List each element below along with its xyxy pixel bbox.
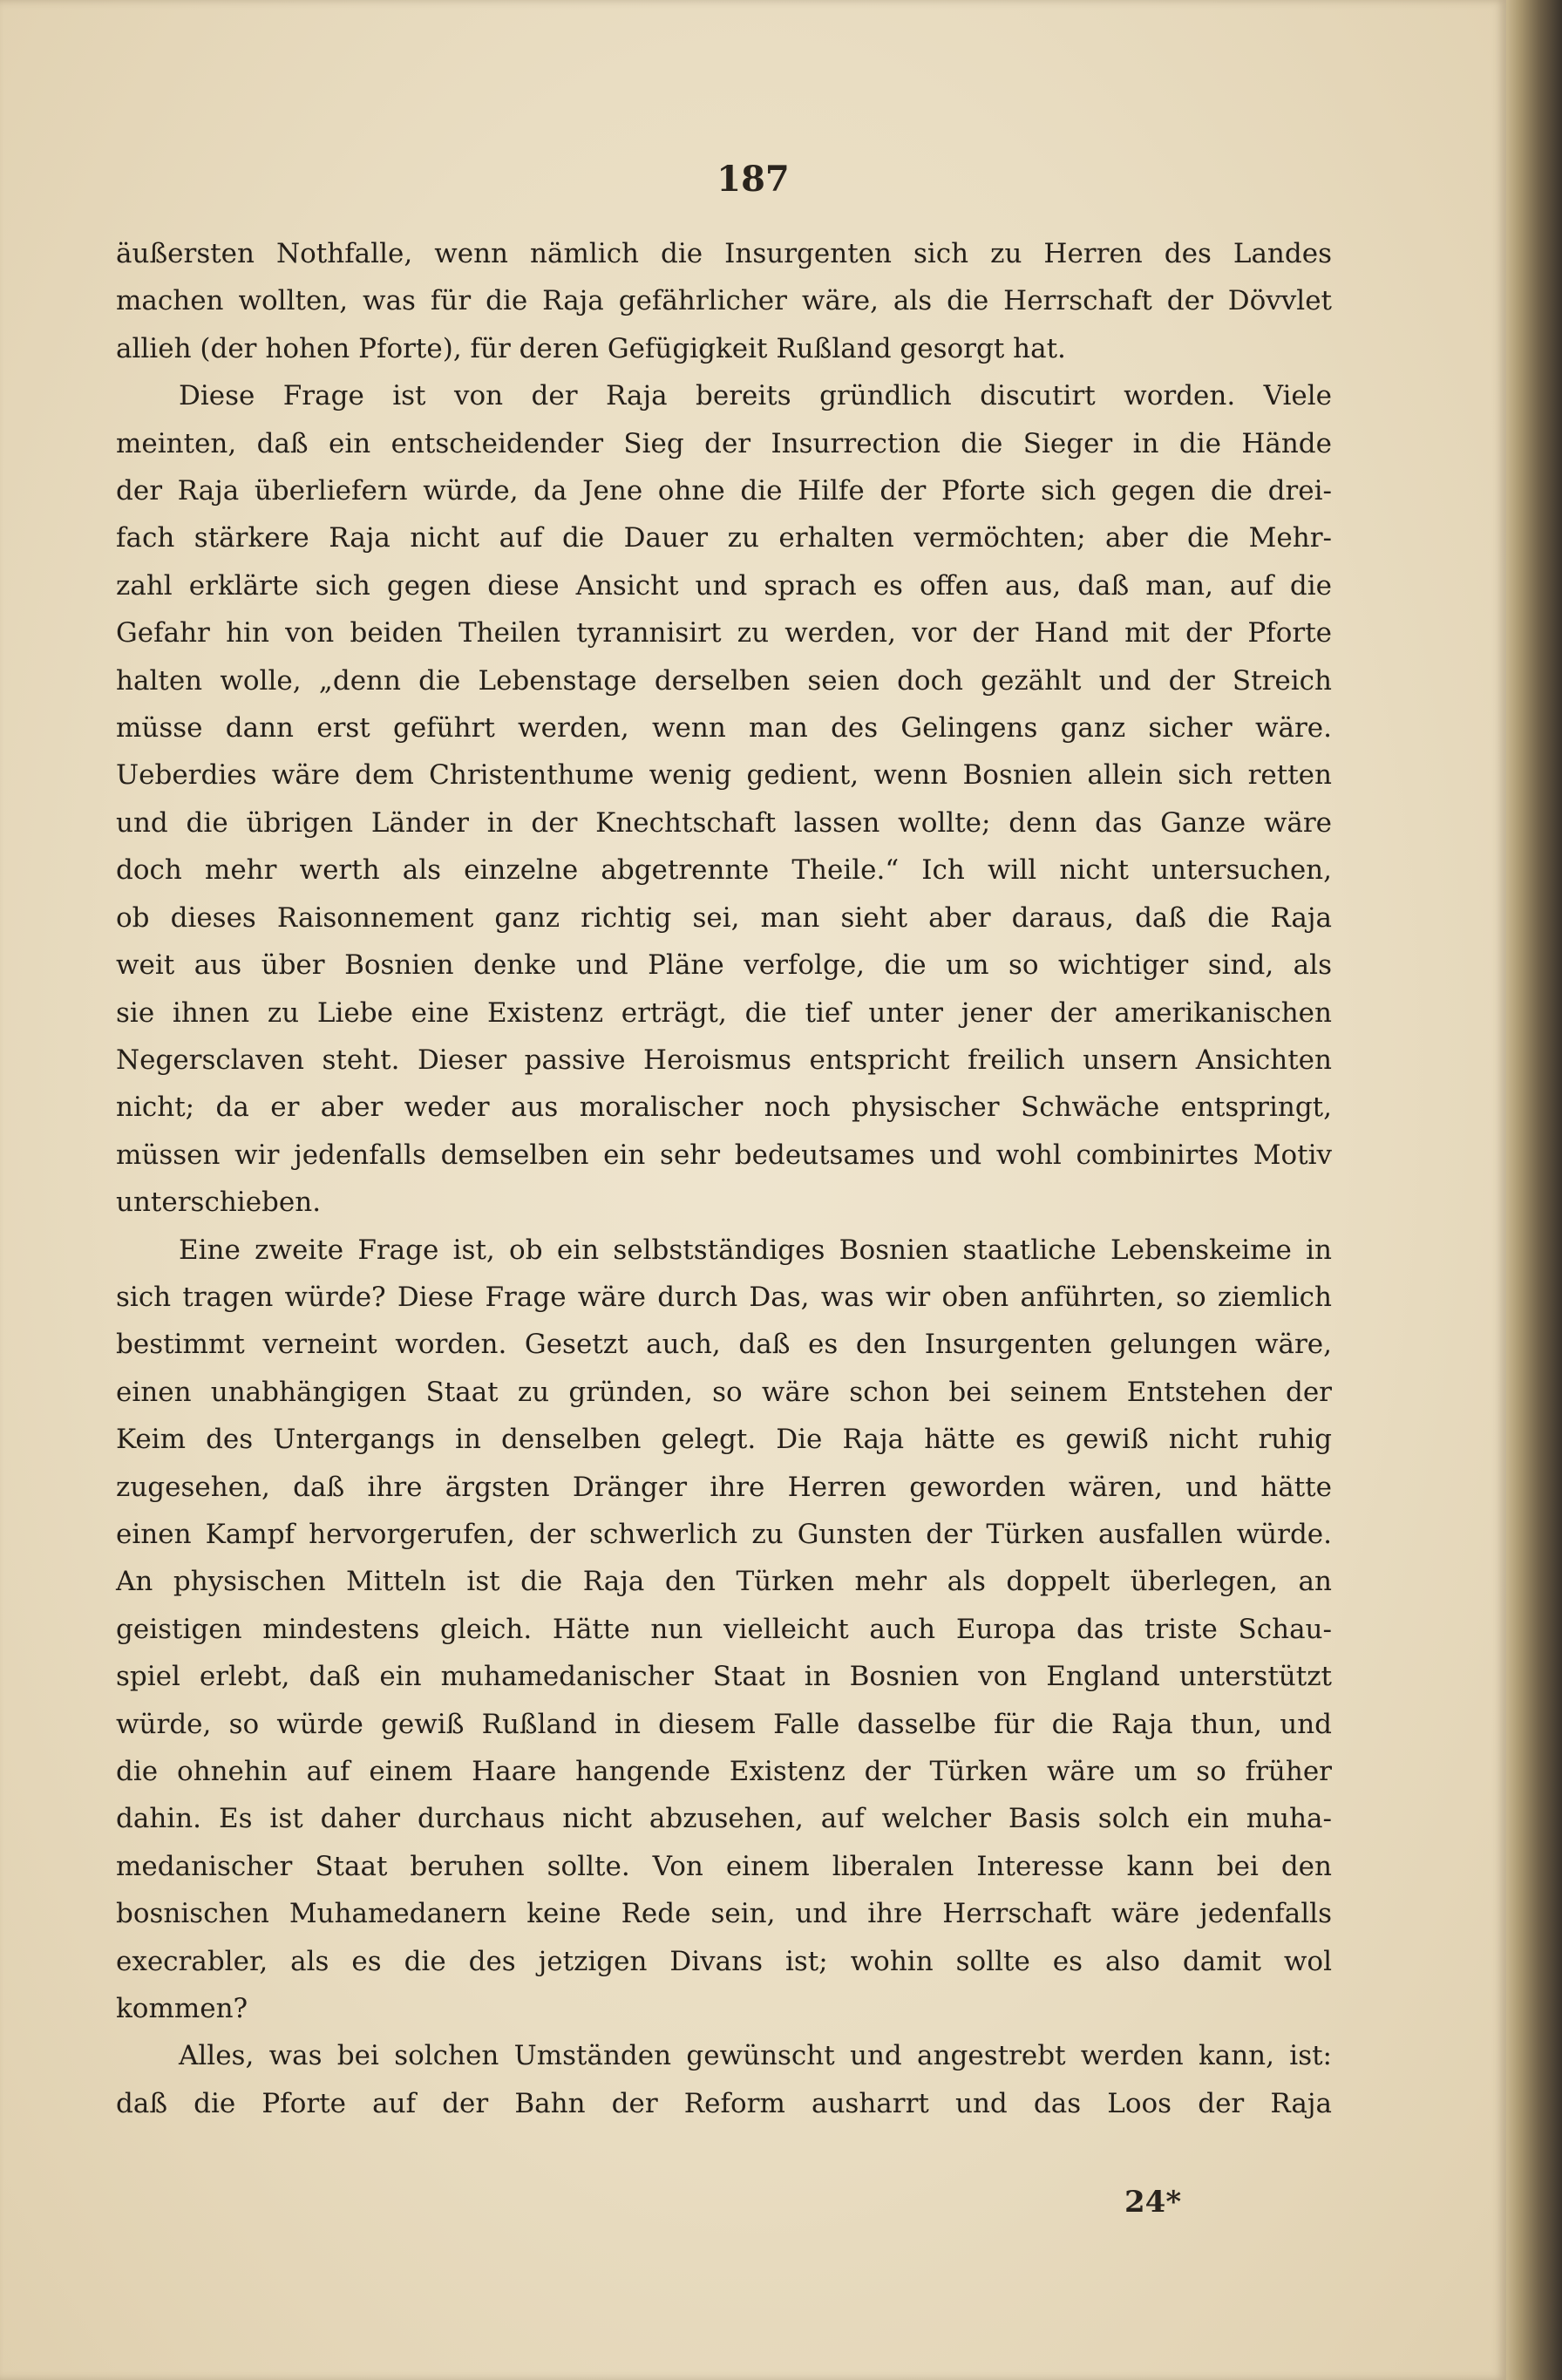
text-line: bestimmt verneint worden. Gesetzt auch, daß es den Insurgenten gelungen wäre, <box>116 1329 1332 1361</box>
text-line: würde, so würde gewiß Rußland in diesem Falle dasselbe für die Raja thun, und <box>116 1708 1332 1740</box>
text-line: zugesehen, daß ihre ärgsten Dränger ihre Herren geworden wären, und hätte <box>116 1471 1332 1503</box>
text-line: Gefahr hin von beiden Theilen tyrannisirt zu werden, vor der Hand mit der Pforte <box>116 617 1332 649</box>
text-line: unterschieben. <box>116 1187 322 1219</box>
text-line: allieh (der hohen Pforte), für deren Gefügigkeit Rußland gesorgt hat. <box>116 332 1066 364</box>
text-line: sich tragen würde? Diese Frage wäre durch Das, was wir oben anführten, so ziemlich <box>116 1281 1332 1313</box>
text-line: kommen? <box>116 1993 248 2025</box>
text-line: daß die Pforte auf der Bahn der Reform ausharrt und das Loos der Raja <box>116 2087 1332 2119</box>
text-line: An physischen Mitteln ist die Raja den Türken mehr als doppelt überlegen, an <box>116 1566 1332 1598</box>
text-line: fach stärkere Raja nicht auf die Dauer zu erhalten vermöchten; aber die Mehr- <box>116 522 1332 554</box>
text-line: execrabler, als es die des jetzigen Divans ist; wohin sollte es also damit wol <box>116 1945 1332 1977</box>
text-line: sie ihnen zu Liebe eine Existenz erträgt, die tief unter jener der amerikanischen <box>116 996 1332 1029</box>
page-number: 187 <box>716 159 790 200</box>
text-line: der Raja überliefern würde, da Jene ohne die Hilfe der Pforte sich gegen die drei- <box>116 475 1332 507</box>
text-line: nicht; da er aber weder aus moralischer noch physischer Schwäche entspringt, <box>116 1091 1332 1124</box>
text-line: doch mehr werth als einzelne abgetrennte Theile.“ Ich will nicht untersuchen, <box>116 854 1332 887</box>
text-line: die ohnehin auf einem Haare hangende Existenz der Türken wäre um so früher <box>116 1756 1332 1787</box>
text-line: einen unabhängigen Staat zu gründen, so wäre schon bei seinem Entstehen der <box>116 1376 1332 1408</box>
body-text <box>116 230 1332 2127</box>
text-line: zahl erklärte sich gegen diese Ansicht und sprach es offen aus, daß man, auf die <box>116 569 1332 602</box>
text-line: medanischer Staat beruhen sollte. Von einem liberalen Interesse kann bei den <box>116 1850 1332 1882</box>
text-line: müsse dann erst geführt werden, wenn man des Gelingens ganz sicher wäre. <box>116 712 1332 745</box>
text-line: Eine zweite Frage ist, ob ein selbstständiges Bosnien staatliche Lebenskeime in <box>179 1234 1332 1266</box>
text-line: Negersclaven steht. Dieser passive Heroismus entspricht freilich unsern Ansichten <box>116 1044 1332 1076</box>
text-line: Keim des Untergangs in denselben gelegt. Die Raja hätte es gewiß nicht ruhig <box>116 1424 1332 1456</box>
text-line: geistigen mindestens gleich. Hätte nun vielleicht auch Europa das triste Schau- <box>116 1613 1332 1645</box>
text-line: meinten, daß ein entscheidender Sieg der Insurrection die Sieger in die Hände <box>116 427 1332 459</box>
text-line: ob dieses Raisonnement ganz richtig sei, man sieht aber daraus, daß die Raja <box>116 901 1332 934</box>
text-line: dahin. Es ist daher durchaus nicht abzusehen, auf welcher Basis solch ein muha- <box>116 1803 1332 1835</box>
page-edge <box>1506 0 1562 2380</box>
text-line: Alles, was bei solchen Umständen gewünscht und angestrebt werden kann, ist: <box>179 2040 1332 2072</box>
text-line: Ueberdies wäre dem Christenthume wenig gedient, wenn Bosnien allein sich retten <box>116 759 1332 792</box>
text-line: Diese Frage ist von der Raja bereits gründlich discutirt worden. Viele <box>179 380 1332 412</box>
signature-mark: 24* <box>1124 2185 1182 2220</box>
text-line: und die übrigen Länder in der Knechtschaft lassen wollte; denn das Ganze wäre <box>116 806 1332 839</box>
text-line: weit aus über Bosnien denke und Pläne verfolge, die um so wichtiger sind, als <box>116 949 1332 982</box>
text-line: müssen wir jedenfalls demselben ein sehr bedeutsames und wohl combinirtes Motiv <box>116 1139 1332 1171</box>
text-line: einen Kampf hervorgerufen, der schwerlich zu Gunsten der Türken ausfallen würde. <box>116 1518 1332 1550</box>
text-line: machen wollten, was für die Raja gefährlicher wäre, als die Herrschaft der Dövvlet <box>116 285 1332 317</box>
text-line: spiel erlebt, daß ein muhamedanischer Staat in Bosnien von England unterstützt <box>116 1661 1332 1693</box>
text-line: bosnischen Muhamedanern keine Rede sein, und ihre Herrschaft wäre jedenfalls <box>116 1898 1332 1930</box>
text-line: halten wolle, „denn die Lebenstage derselben seien doch gezählt und der Streich <box>116 664 1332 697</box>
text-line: äußersten Nothfalle, wenn nämlich die Insurgenten sich zu Herren des Landes <box>116 238 1332 269</box>
